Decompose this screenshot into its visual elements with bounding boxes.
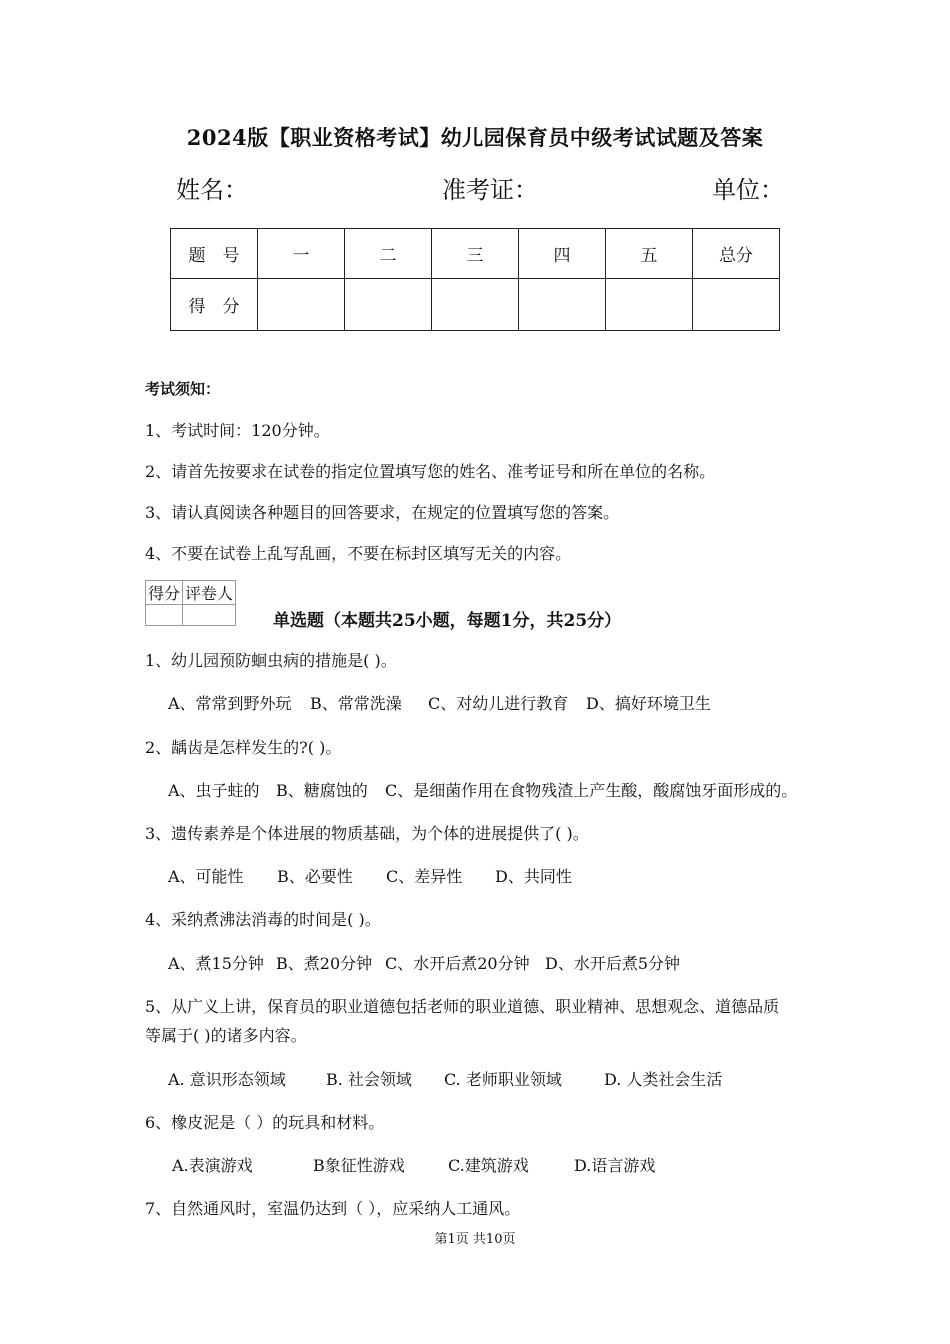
question-text: 7、自然通风时，室温仍达到（ ），应采纳人工通风。 bbox=[145, 1199, 521, 1218]
option: A、可能性 bbox=[168, 867, 244, 886]
name-field-label: 姓名： bbox=[176, 176, 248, 204]
option: D、共同性 bbox=[495, 867, 572, 886]
grader-name-cell bbox=[183, 605, 236, 626]
question-text: 2、龋齿是怎样发生的?( )。 bbox=[145, 738, 342, 757]
score-table-header-cell: 五 bbox=[606, 229, 693, 279]
score-cell bbox=[258, 279, 345, 331]
option: D、水开后煮5分钟 bbox=[545, 954, 681, 973]
score-table-header-cell: 总分 bbox=[693, 229, 780, 279]
option: A、常常到野外玩 bbox=[168, 694, 292, 713]
question-text: 6、橡皮泥是（ ）的玩具和材料。 bbox=[145, 1113, 385, 1132]
score-table bbox=[170, 228, 780, 331]
score-cell bbox=[693, 279, 780, 331]
question-text-continued: 等属于( )的诸多内容。 bbox=[145, 1026, 307, 1045]
option: B、常常洗澡 bbox=[310, 694, 402, 713]
score-table-header-cell: 四 bbox=[519, 229, 606, 279]
grader-score-cell bbox=[146, 605, 183, 626]
option: B. 社会领域 bbox=[326, 1070, 412, 1089]
notice-item: 2、请首先按要求在试卷的指定位置填写您的姓名、准考证号和所在单位的名称。 bbox=[145, 462, 716, 481]
score-cell bbox=[432, 279, 519, 331]
option: A、虫子蛀的 bbox=[168, 781, 260, 800]
grader-name-label: 评卷人 bbox=[183, 581, 236, 605]
option: C、差异性 bbox=[386, 867, 463, 886]
question-text: 5、从广义上讲，保育员的职业道德包括老师的职业道德、职业精神、思想观念、道德品质 bbox=[145, 997, 780, 1016]
option: B、糖腐蚀的 bbox=[276, 781, 368, 800]
score-table-header-cell: 题 号 bbox=[171, 229, 258, 279]
score-table-header-row bbox=[171, 229, 780, 279]
score-row-label: 得 分 bbox=[171, 279, 258, 331]
option: C. 老师职业领域 bbox=[444, 1070, 562, 1089]
ticket-field-label: 准考证： bbox=[442, 176, 538, 204]
notice-item: 4、不要在试卷上乱写乱画，不要在标封区填写无关的内容。 bbox=[145, 544, 572, 563]
score-table-header-cell: 三 bbox=[432, 229, 519, 279]
option: B象征性游戏 bbox=[313, 1156, 405, 1175]
score-cell bbox=[345, 279, 432, 331]
option: C、对幼儿进行教育 bbox=[428, 694, 569, 713]
score-cell bbox=[606, 279, 693, 331]
question-text: 4、采纳煮沸法消毒的时间是( )。 bbox=[145, 910, 381, 929]
option: C、是细菌作用在食物残渣上产生酸，酸腐蚀牙面形成的。 bbox=[385, 781, 798, 800]
page-footer: 第1页 共10页 bbox=[434, 1232, 516, 1247]
question-text: 1、幼儿园预防蛔虫病的措施是( )。 bbox=[145, 651, 397, 670]
notice-item: 1、考试时间：120分钟。 bbox=[145, 421, 330, 440]
option: C、水开后煮20分钟 bbox=[385, 954, 530, 973]
option: B、必要性 bbox=[277, 867, 353, 886]
score-table-header-cell: 一 bbox=[258, 229, 345, 279]
option: A.表演游戏 bbox=[172, 1156, 253, 1175]
unit-field-label: 单位： bbox=[712, 176, 784, 204]
notice-item: 3、请认真阅读各种题目的回答要求，在规定的位置填写您的答案。 bbox=[145, 503, 620, 522]
page-title: 2024版【职业资格考试】幼儿园保育员中级考试试题及答案 bbox=[186, 125, 764, 150]
section-title: 单选题（本题共25小题，每题1分，共25分） bbox=[273, 611, 622, 631]
option: A、煮15分钟 bbox=[168, 954, 264, 973]
option: D、搞好环境卫生 bbox=[586, 694, 711, 713]
grader-box bbox=[145, 580, 236, 626]
score-cell bbox=[519, 279, 606, 331]
score-table-header-cell: 二 bbox=[345, 229, 432, 279]
option: A. 意识形态领域 bbox=[168, 1070, 286, 1089]
option: D.语言游戏 bbox=[574, 1156, 656, 1175]
notice-heading: 考试须知： bbox=[145, 380, 221, 398]
option: D. 人类社会生活 bbox=[604, 1070, 723, 1089]
option: C.建筑游戏 bbox=[448, 1156, 529, 1175]
option: B、煮20分钟 bbox=[276, 954, 373, 973]
grader-score-label: 得分 bbox=[146, 581, 183, 605]
score-table-score-row bbox=[171, 279, 780, 331]
question-text: 3、遗传素养是个体进展的物质基础，为个体的进展提供了( )。 bbox=[145, 824, 589, 843]
